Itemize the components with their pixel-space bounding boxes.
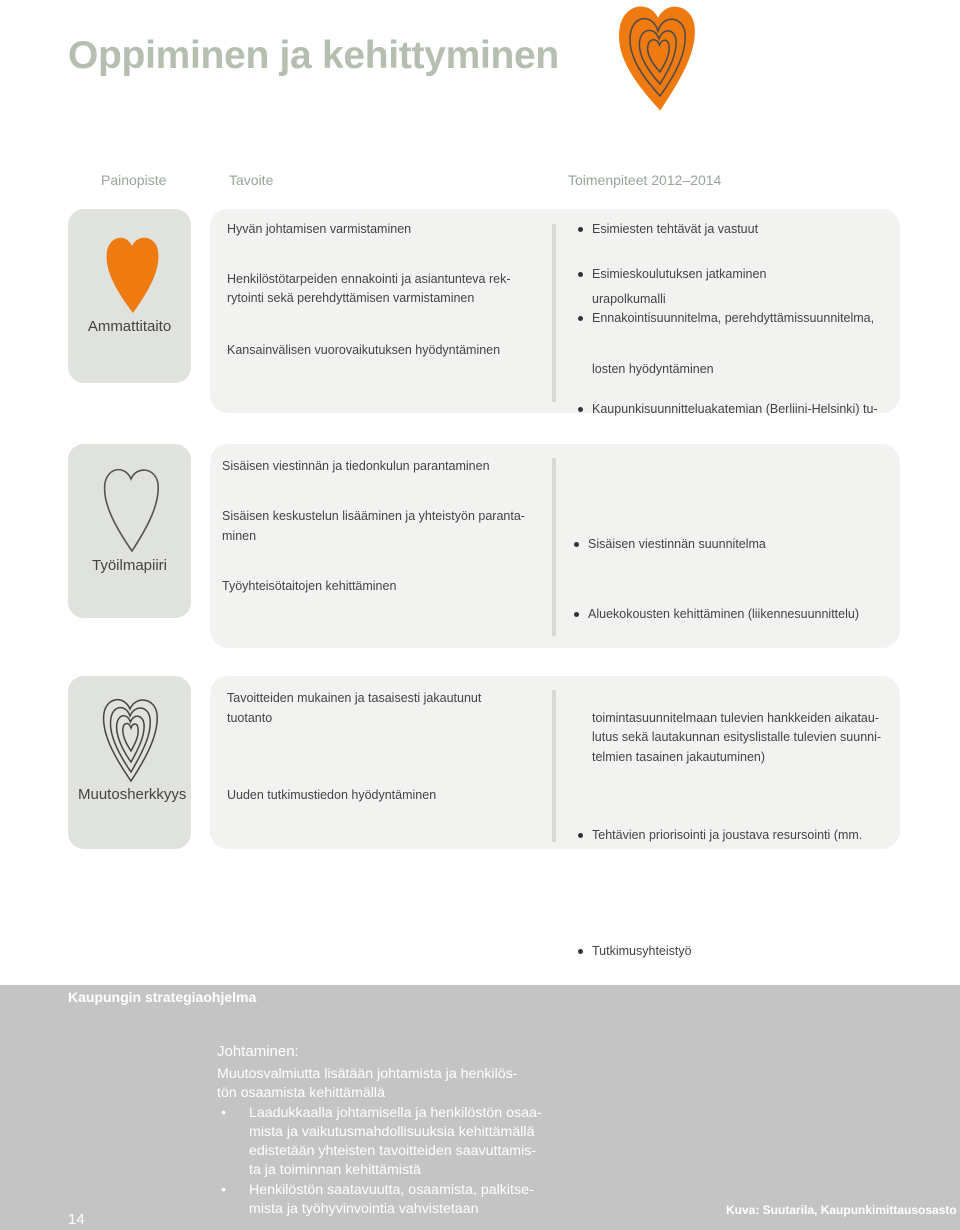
section-3-label: Muutosherkkyys [78, 786, 187, 803]
section-2-goal-1: Sisäisen viestinnän ja tiedonkulun parantaminen [222, 459, 490, 473]
section-3-action-2: Tutkimusyhteistyö [578, 942, 960, 962]
section-1-action-3b: urapolkumalli [592, 292, 666, 306]
photo-credit: Kuva: Suutarila, Kaupunkimittausosasto [726, 1203, 957, 1217]
filled-orange-heart-icon [101, 232, 163, 316]
outline-heart-icon [99, 463, 163, 555]
section-1-action-4b: losten hyödyntäminen [592, 362, 714, 376]
strategy-bullet-1-line-4: ta ja toiminnan kehittämistä [249, 1162, 421, 1179]
strategy-bullet-1-line-1: • Laadukkaalla johtamisella ja henkilöstön osaa- [249, 1104, 542, 1121]
section-2-label: Työilmapiiri [91, 557, 167, 574]
section-1-action-2: Esimieskoulutuksen jatkaminen [578, 265, 960, 285]
strategy-bullet-1-line-3: edistetään yhteisten tavoitteiden saavuttamis- [249, 1143, 537, 1160]
section-3-action-1d: telmien tasainen jakautuminen) [592, 750, 766, 764]
section-3-action-1a: Tehtävien priorisointi ja joustava resursointi (mm. [578, 826, 960, 846]
strategy-bullet-2-line-2: mista ja työhyvinvointia vahvistetaan [249, 1201, 479, 1218]
section-1-goal-2a: Henkilöstötarpeiden ennakointi ja asiantunteva rek- [227, 272, 511, 286]
strategy-intro-line-2: tön osaamista kehittämällä [217, 1085, 385, 1102]
section-1-goal-2b: rytointi sekä perehdyttämisen varmistaminen [227, 291, 475, 305]
strategy-bullet-1-line-2: mista ja vaikutusmahdollisuuksia kehittämällä [249, 1123, 535, 1140]
column-header-goal: Tavoite [229, 172, 274, 188]
section-2-divider [552, 458, 556, 636]
strategy-text [217, 1065, 547, 1219]
section-3-goal-1b: tuotanto [227, 711, 273, 725]
section-1-action-3a: Ennakointisuunnitelma, perehdyttämissuunnitelma, [578, 309, 960, 329]
section-3-goal-1a: Tavoitteiden mukainen ja tasaisesti jakautunut [227, 691, 482, 705]
orange-nested-heart-icon [612, 0, 698, 112]
nested-hearts-icon [98, 693, 162, 785]
section-2-action-2: Aluekokousten kehittäminen (liikennesuunnittelu) [574, 605, 960, 625]
section-2-goal-3: Työyhteisötaitojen kehittäminen [222, 579, 397, 593]
section-2-goal-2b: minen [222, 529, 257, 543]
section-3-goal-2: Uuden tutkimustiedon hyödyntäminen [227, 788, 437, 802]
strategy-subheading: Johtaminen: [217, 1043, 299, 1060]
page-title: Oppiminen ja kehittyminen [68, 34, 559, 77]
column-header-actions: Toimenpiteet 2012–2014 [568, 172, 722, 188]
section-3-action-1b: toimintasuunnitelmaan tulevien hankkeiden aikatau- [592, 711, 879, 725]
section-3-action-1c: lutus sekä lautakunnan esityslistalle tulevien suunni- [592, 730, 882, 744]
strategy-bullet-2-line-1: • Henkilöstön saatavuutta, osaamista, palkitse- [249, 1181, 534, 1198]
strategy-intro-line-1: Muutosvalmiutta lisätään johtamista ja henkilös- [217, 1066, 518, 1082]
column-header-focus: Painopiste [101, 172, 167, 188]
strategy-bullet-2 [217, 1181, 547, 1220]
section-2-goal-2a: Sisäisen keskustelun lisääminen ja yhteistyön paranta- [222, 509, 525, 523]
section-1-action-1: Esimiesten tehtävät ja vastuut [578, 220, 960, 240]
section-3-divider [552, 690, 556, 842]
page-number: 14 [68, 1211, 85, 1228]
strategy-heading: Kaupungin strategiaohjelma [68, 989, 257, 1005]
section-1-divider [552, 224, 556, 402]
section-1-goal-3: Kansainvälisen vuorovaikutuksen hyödyntäminen [227, 343, 501, 357]
strategy-bullet-1 [217, 1104, 547, 1181]
section-1-action-4a: Kaupunkisuunnitteluakatemian (Berliini-Helsinki) tu- [578, 400, 960, 420]
section-2-action-1: Sisäisen viestinnän suunnitelma [574, 535, 960, 555]
section-1-label: Ammattitaito [87, 318, 172, 335]
section-1-goal-1: Hyvän johtamisen varmistaminen [227, 222, 412, 236]
